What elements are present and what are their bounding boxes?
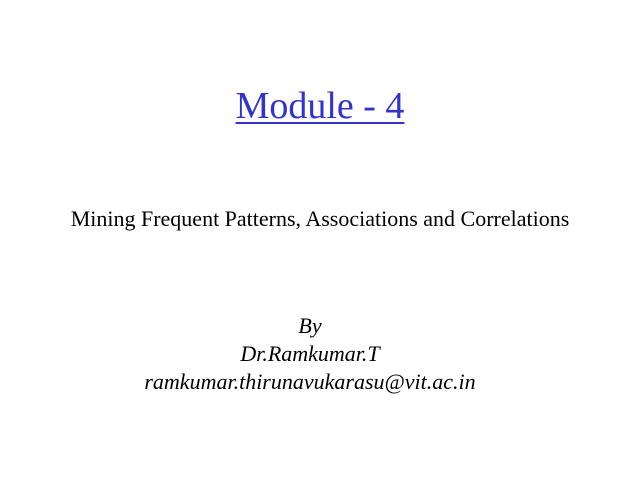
author-email: ramkumar.thirunavukarasu@vit.ac.in: [144, 369, 476, 394]
slide-title: Module - 4: [235, 85, 405, 127]
author-block: [0, 312, 620, 396]
slide-subtitle: Mining Frequent Patterns, Associations and Correlations: [70, 206, 570, 231]
author-by-label: By: [298, 313, 322, 338]
author-name: Dr.Ramkumar.T: [240, 341, 380, 366]
